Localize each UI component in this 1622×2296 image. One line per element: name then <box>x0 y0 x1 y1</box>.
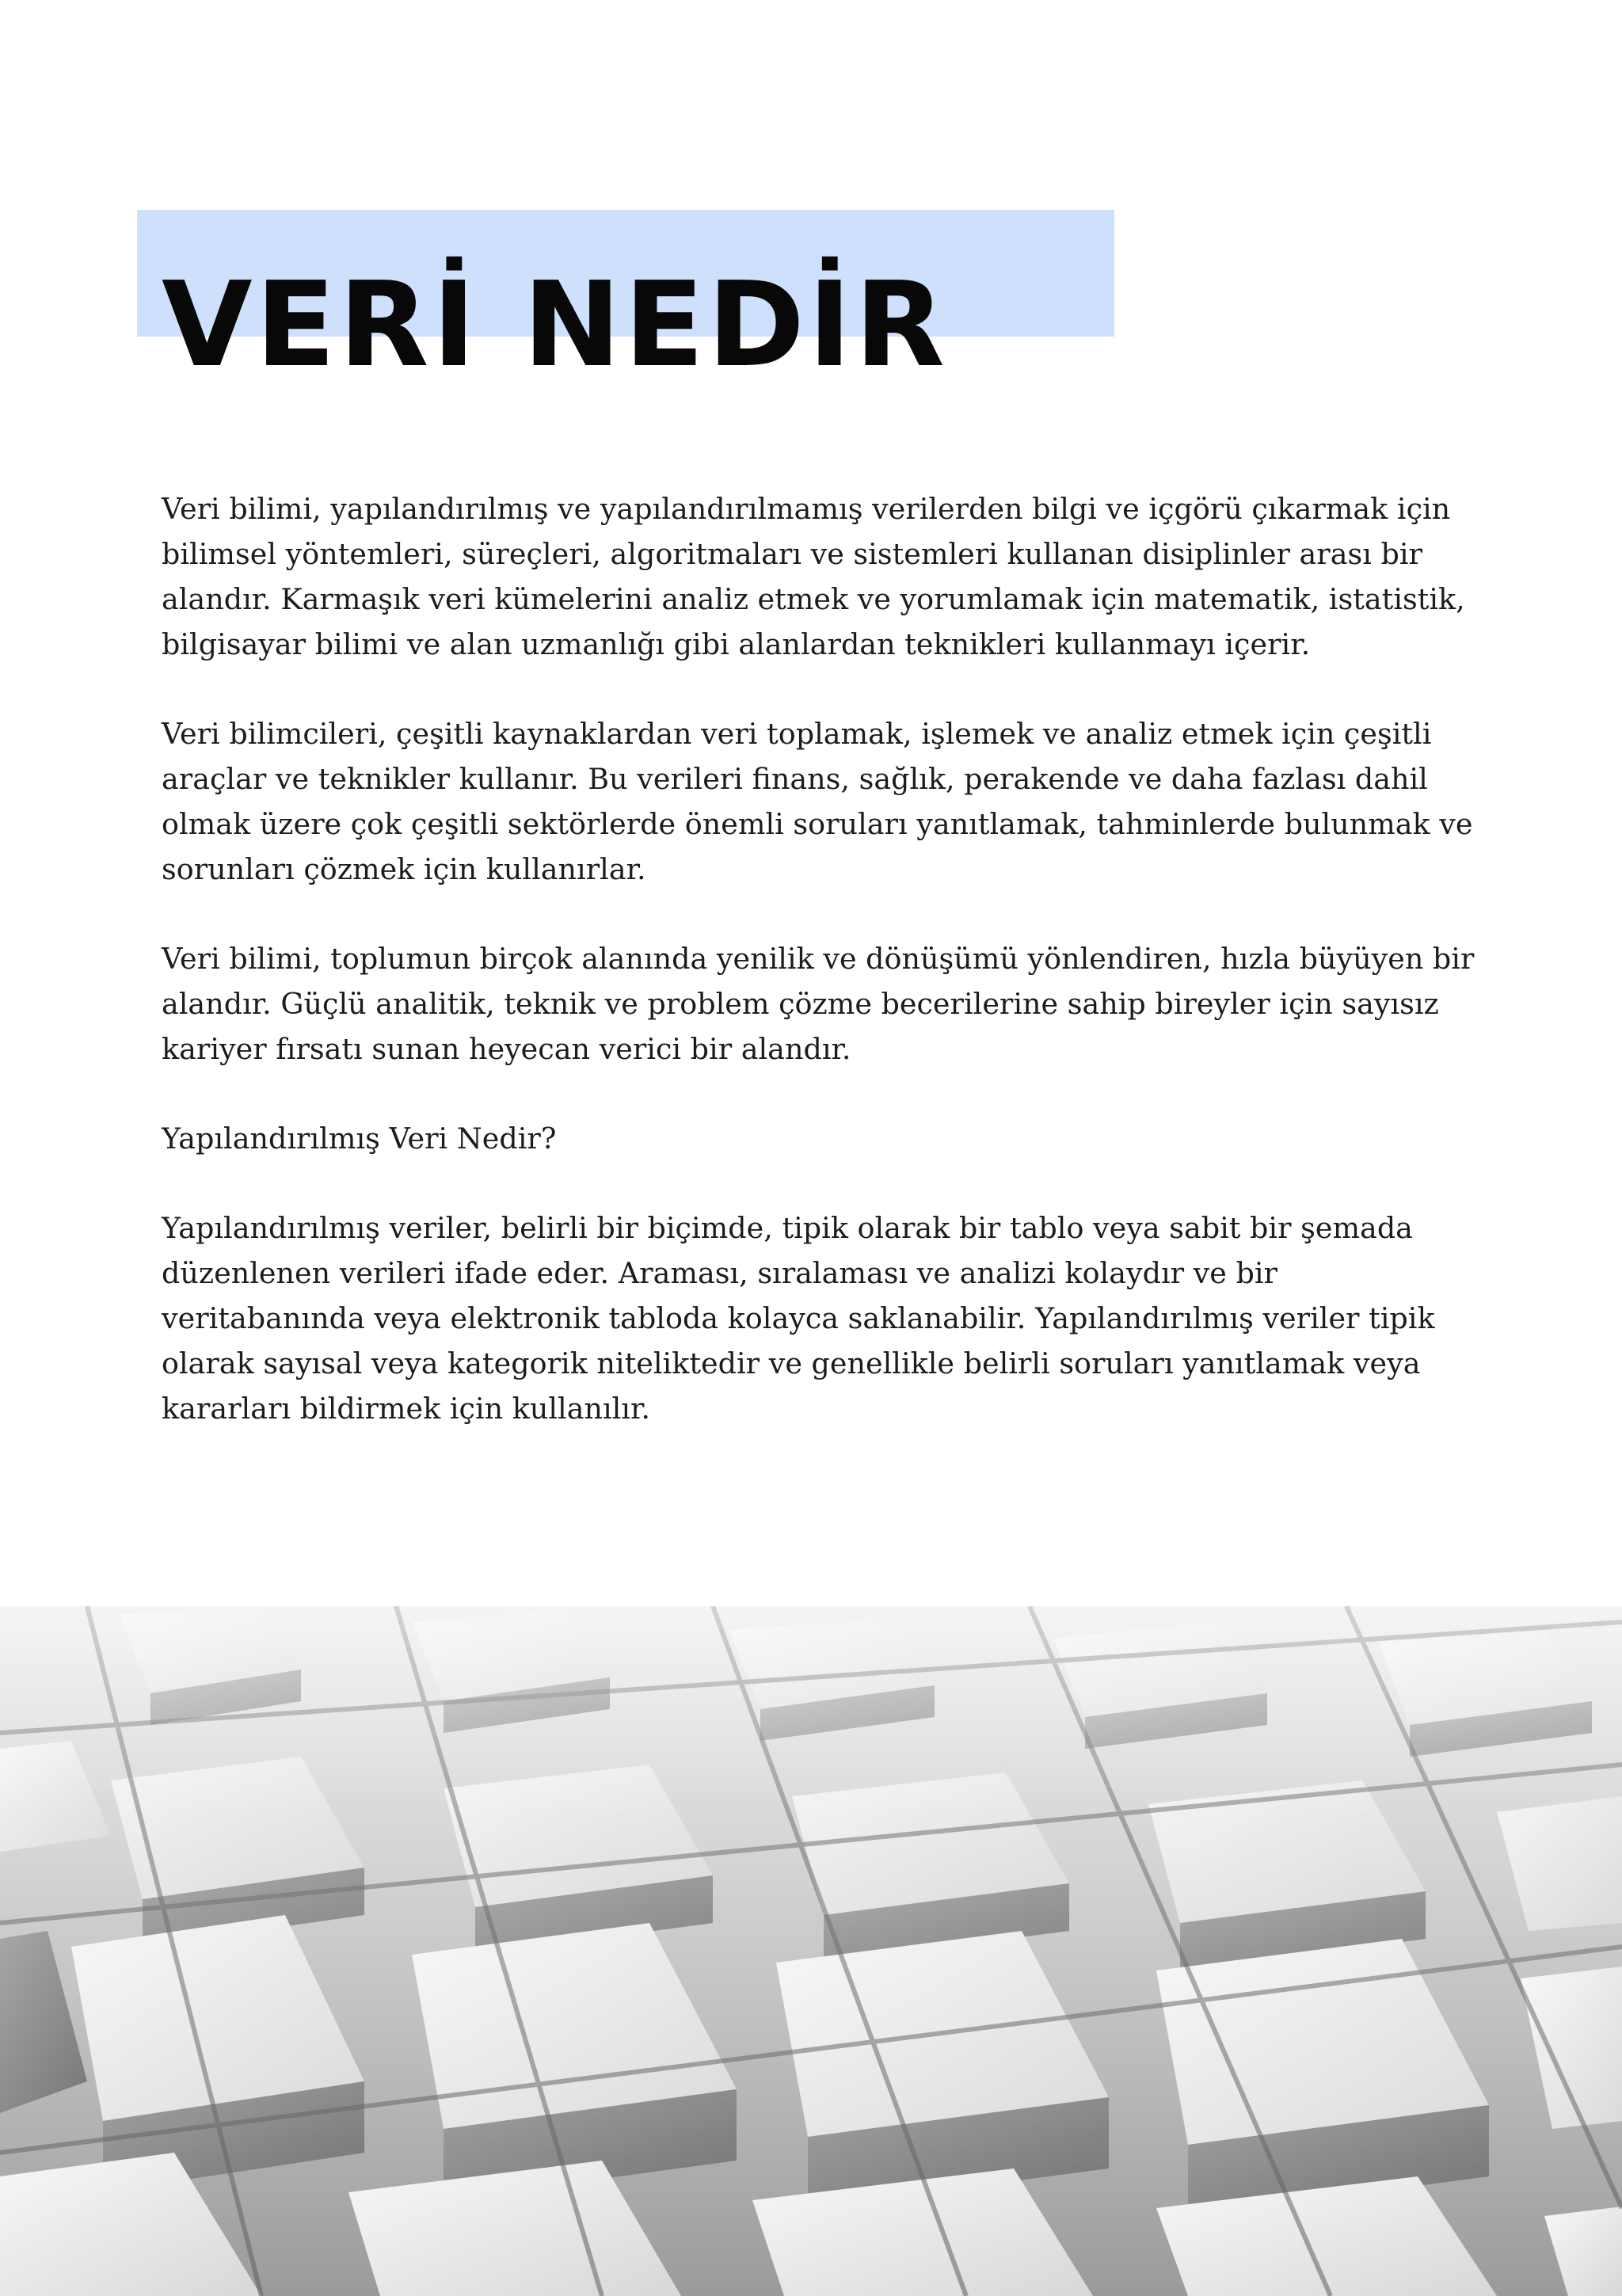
grid-structure-photo <box>0 1606 1622 2296</box>
paragraph-career: Veri bilimi, toplumun birçok alanında yenilik ve dönüşümü yönlendiren, hızla büyüyen bir alandır. Güçlü analitik, teknik ve problem çözme becerilerine sahip bireyler için sayısız kariyer fırsatı sunan heyecan verici bir alandır. <box>162 942 1475 1066</box>
paragraph-structured-data: Yapılandırılmış veriler, belirli bir biçimde, tipik olarak bir tablo veya sabit bir şemada düzenlenen verileri ifade eder. Araması, sıralaması ve analizi kolaydır ve bir veritabanında veya elektronik tabloda kolayca saklanabilir. Yapılandırılmış veriler tipik olarak sayısal veya kategorik niteliktedir ve genellikle belirli soruları yanıtlamak veya kararları bildirmek için kullanılır. <box>162 1211 1435 1426</box>
page-title: VERİ NEDİR <box>162 257 949 393</box>
section-subheading: Yapılandırılmış Veri Nedir? <box>162 1121 557 1156</box>
paragraph-intro: Veri bilimi, yapılandırılmış ve yapılandırılmamış verilerden bilgi ve içgörü çıkarmak için bilimsel yöntemleri, süreçleri, algoritmaları ve sistemleri kullanan disiplinler arası bir alandır. Karmaşık veri kümelerini analiz etmek ve yorumlamak için matematik, istatistik, bilgisayar bilimi ve alan uzmanlığı gibi alanlardan teknikleri kullanmayı içerir. <box>162 492 1465 661</box>
paragraph-data-scientists: Veri bilimcileri, çeşitli kaynaklardan veri toplamak, işlemek ve analiz etmek için çeşitli araçlar ve teknikler kullanır. Bu verileri finans, sağlık, perakende ve daha fazlası dahil olmak üzere çok çeşitli sektörlerde önemli soruları yanıtlamak, tahminlerde bulunmak ve sorunları çözmek için kullanırlar. <box>162 717 1473 886</box>
body-content <box>162 486 1476 1475</box>
